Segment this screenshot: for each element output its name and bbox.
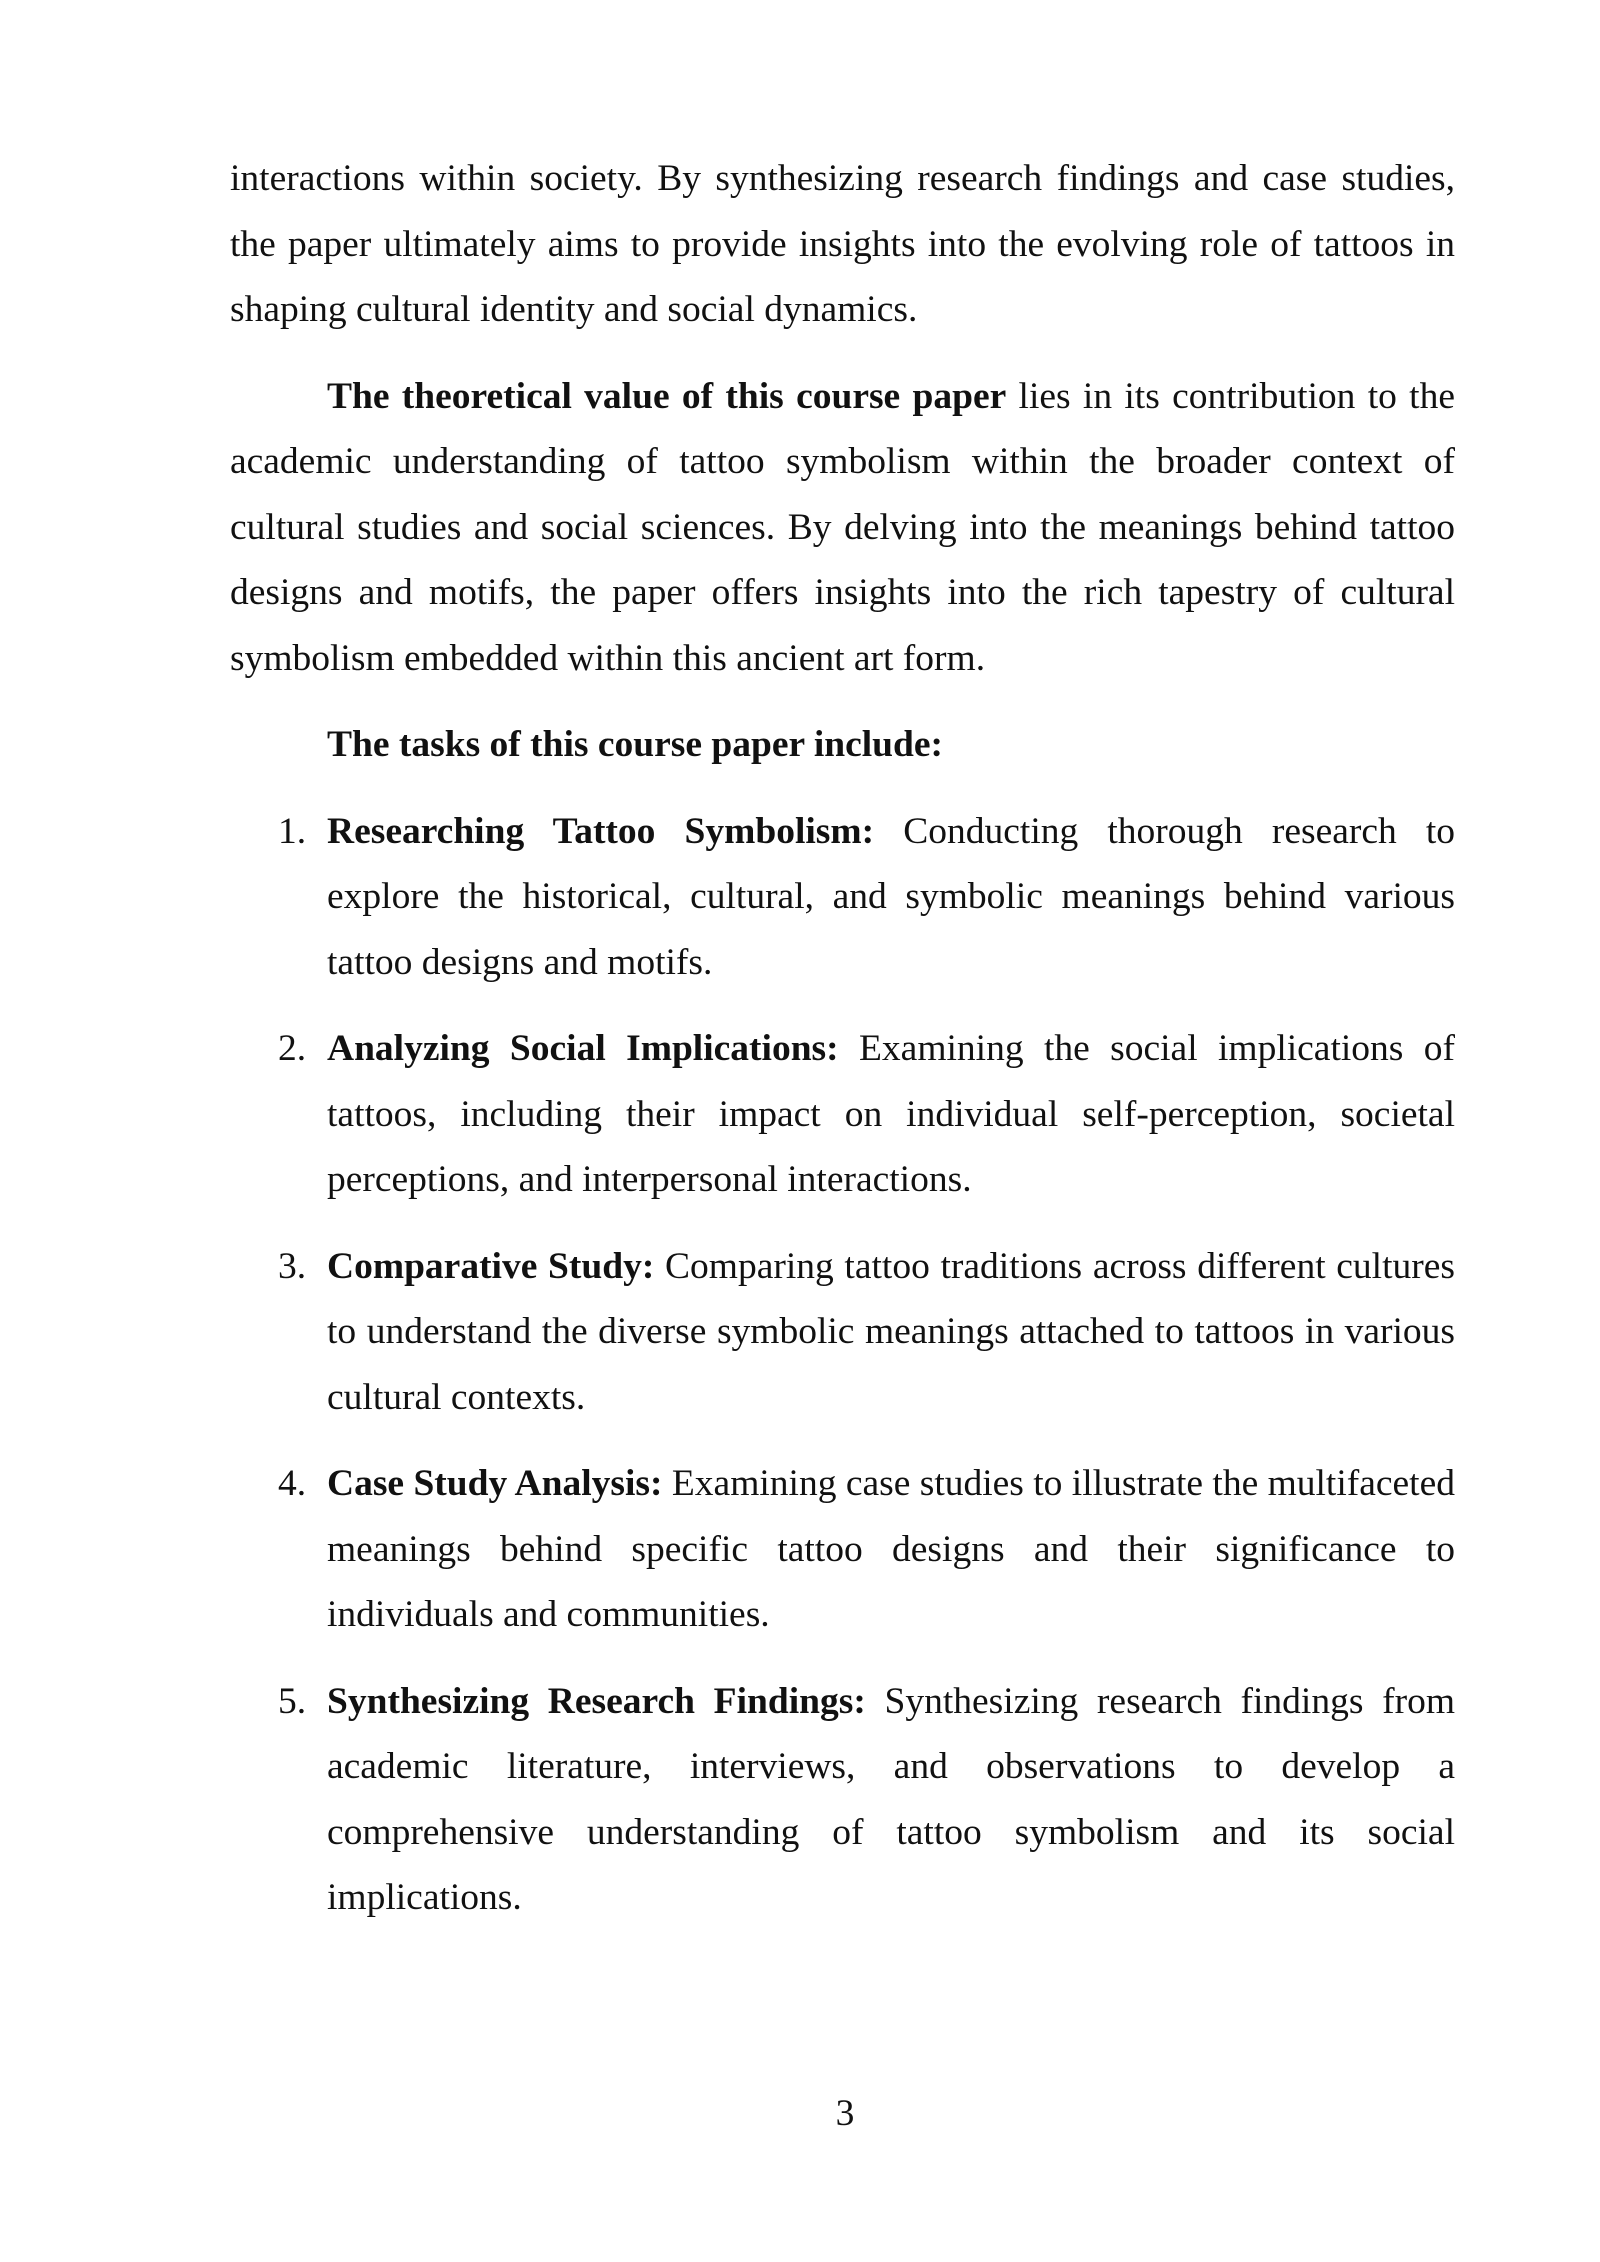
- task-title: Comparative Study:: [327, 1245, 655, 1287]
- task-item: [230, 1234, 1455, 1431]
- intro-paragraph: interactions within society. By synthesizing research findings and case studies, the paper ultimately aims to provide insights into the evolving role of tattoos in shaping cultural identity and social dynamics.: [230, 158, 1455, 330]
- task-title: Case Study Analysis:: [327, 1463, 663, 1504]
- task-item: [230, 799, 1455, 996]
- theoretical-value-paragraph: [230, 364, 1455, 692]
- page-number: 3: [835, 2093, 855, 2134]
- task-item: [230, 1451, 1455, 1648]
- task-number: 4.: [278, 1463, 307, 1504]
- theoretical-value-lead: The theoretical value of this course paper: [327, 375, 1007, 417]
- page-body: [230, 146, 1455, 1952]
- task-item: [230, 1016, 1455, 1213]
- task-text: Examining the social implications of tattoos, including their impact on individual self-perception, societal perceptions, and interpersonal interactions.: [327, 1028, 1455, 1200]
- task-number: 2.: [278, 1028, 307, 1069]
- task-text: Synthesizing research findings from academic literature, interviews, and observations to develop a comprehensive understanding of tattoo symbolism and its social implications.: [327, 1680, 1456, 1918]
- task-number: 3.: [278, 1245, 307, 1287]
- task-text: Comparing tattoo traditions across different cultures to understand the diverse symbolic meanings attached to tattoos in various cultural contexts.: [327, 1245, 1455, 1418]
- theoretical-value-text: lies in its contribution to the academic understanding of tattoo symbolism within the broader context of cultural studies and social sciences. By delving into the meanings behind tattoo designs and motifs, the paper offers insights into the rich tapestry of cultural symbolism embedded within this ancient art form.: [230, 375, 1455, 679]
- task-number: 5.: [278, 1680, 307, 1722]
- task-text: Examining case studies to illustrate the multifaceted meanings behind specific tattoo designs and their significance to individuals and communities.: [327, 1463, 1455, 1635]
- tasks-heading: [230, 712, 1455, 778]
- tasks-list: [230, 799, 1455, 1931]
- task-number: 1.: [278, 810, 307, 852]
- task-title: Researching Tattoo Symbolism:: [327, 810, 875, 852]
- task-text: Conducting thorough research to explore the historical, cultural, and symbolic meanings behind various tattoo designs and motifs.: [327, 810, 1456, 983]
- task-title: Analyzing Social Implications:: [327, 1028, 839, 1069]
- task-item: [230, 1669, 1455, 1931]
- task-title: Synthesizing Research Findings:: [327, 1680, 866, 1722]
- tasks-heading-text: The tasks of this course paper include:: [327, 724, 944, 765]
